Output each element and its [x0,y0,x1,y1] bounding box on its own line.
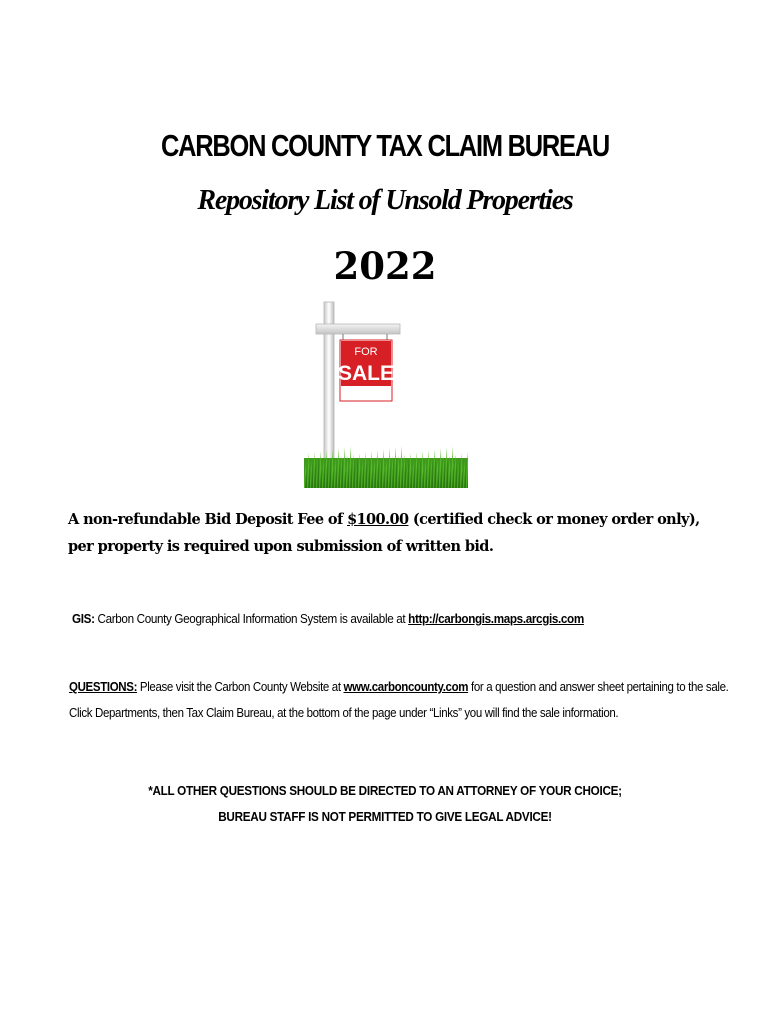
gis-label: GIS: [72,611,95,626]
county-website-link[interactable]: www.carboncounty.com [343,679,469,694]
questions-notice: QUESTIONS: Please visit the Carbon County Website at www.carboncounty.com for a question and answer sheet pertaining to the sale. Click Departments, then Tax Claim Bureau, at the bottom of the page under “Links” you will find the sale information. [69,674,689,726]
gis-link[interactable]: http://carbongis.maps.arcgis.com [408,611,584,626]
questions-instructions: Click Departments, then Tax Claim Bureau, at the bottom of the page under “Links” you will find the sale information. [69,705,619,720]
gis-notice: GIS: Carbon County Geographical Information System is available at http://carbongis.maps.arcgis.com [72,611,584,626]
page-title: CARBON COUNTY TAX CLAIM BUREAU [161,128,609,163]
sign-bottom-text: SALE [337,362,395,385]
for-sale-sign-image [304,300,468,490]
sale-panel [338,340,394,401]
sign-top-text: FOR [354,346,378,358]
deposit-amount: $100.00 [347,511,409,528]
page-subtitle: Repository List of Unsold Properties [197,185,573,216]
sign-arm [316,324,400,334]
legal-warning: *ALL OTHER QUESTIONS SHOULD BE DIRECTED TO AN ATTORNEY OF YOUR CHOICE; BUREAU STAFF IS NOT PERMITTED TO GIVE LEGAL ADVICE! [148,783,622,824]
questions-label: QUESTIONS: [69,679,138,694]
year-heading: 2022 [333,244,437,288]
deposit-notice: A non-refundable Bid Deposit Fee of $100.00 (certified check or money order only), per property is required upon submission of written bid. [68,511,700,555]
